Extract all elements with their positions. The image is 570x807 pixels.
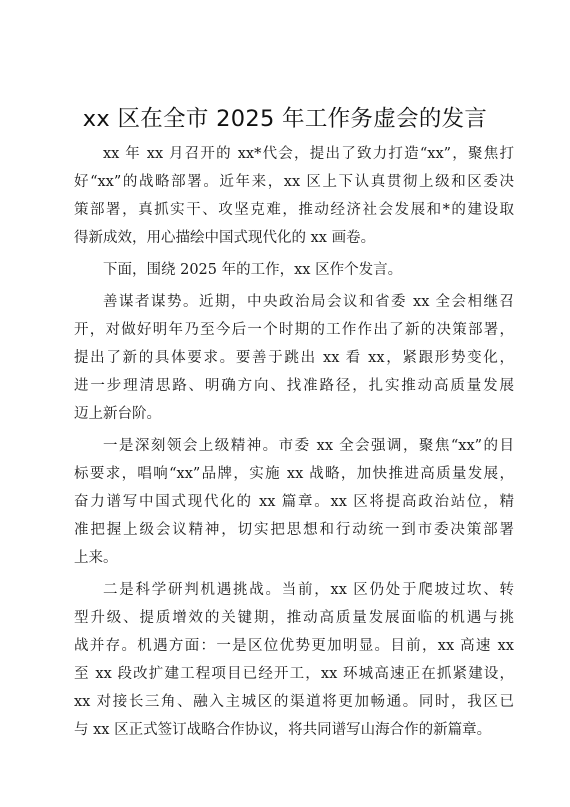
paragraph-line: 至 xx 段改扩建工程项目已经开工，xx 环城高速正在抓紧建设，	[74, 666, 514, 682]
paragraph-line: 上来。	[74, 550, 118, 566]
paragraph-line: 迈上新台阶。	[74, 406, 161, 422]
paragraph-line: 战并存。机遇方面：一是区位优势更加明显。目前，xx 高速 xx	[74, 638, 514, 654]
paragraph-line: 下面，围绕 2025 年的工作，xx 区作个发言。	[103, 262, 403, 278]
paragraph-intro	[74, 140, 514, 252]
paragraph-line: 准把握上级会议精神，切实把思想和行动统一到市委决策部署	[74, 522, 514, 538]
paragraph-point-two	[74, 576, 514, 744]
paragraph-situation	[74, 288, 514, 428]
document-title: xx 区在全市 2025 年工作务虚会的发言	[82, 106, 488, 132]
paragraph-line: 一是深刻领会上级精神。市委 xx 全会强调，聚焦“xx”的目	[103, 438, 514, 454]
paragraph-line: 开，对做好明年乃至今后一个时期的工作作出了新的决策部署，	[74, 322, 514, 338]
paragraph-line: 二是科学研判机遇挑战。当前，xx 区仍处于爬坡过坎、转	[103, 582, 514, 598]
paragraph-point-one	[74, 432, 514, 572]
paragraph-line: 好“xx”的战略部署。近年来，xx 区上下认真贯彻上级和区委决	[74, 174, 514, 190]
paragraph-line: 标要求，唱响“xx”品牌，实施 xx 战略，加快推进高质量发展，	[74, 466, 514, 482]
document-body	[74, 140, 514, 744]
paragraph-line: 型升级、提质增效的关键期，推动高质量发展面临的机遇与挑	[74, 610, 514, 626]
paragraph-line: 策部署，真抓实干、攻坚克难，推动经济社会发展和*的建设取	[74, 202, 514, 218]
paragraph-line: 奋力谱写中国式现代化的 xx 篇章。xx 区将提高政治站位，精	[74, 494, 514, 510]
paragraph-line: xx 年 xx 月召开的 xx*代会，提出了致力打造“xx”，聚焦打	[103, 146, 514, 162]
paragraph-line: xx 对接长三角、融入主城区的渠道将更加畅通。同时，我区已	[74, 694, 514, 710]
paragraph-transition	[74, 256, 514, 284]
paragraph-line: 得新成效，用心描绘中国式现代化的 xx 画卷。	[74, 230, 376, 246]
paragraph-line: 进一步理清思路、明确方向、找准路径，扎实推动高质量发展	[74, 378, 514, 394]
paragraph-line: 提出了新的具体要求。要善于跳出 xx 看 xx，紧跟形势变化，	[74, 350, 514, 366]
paragraph-line: 与 xx 区正式签订战略合作协议，将共同谱写山海合作的新篇章。	[74, 722, 492, 738]
paragraph-line: 善谋者谋势。近期，中央政治局会议和省委 xx 全会相继召	[103, 294, 514, 310]
